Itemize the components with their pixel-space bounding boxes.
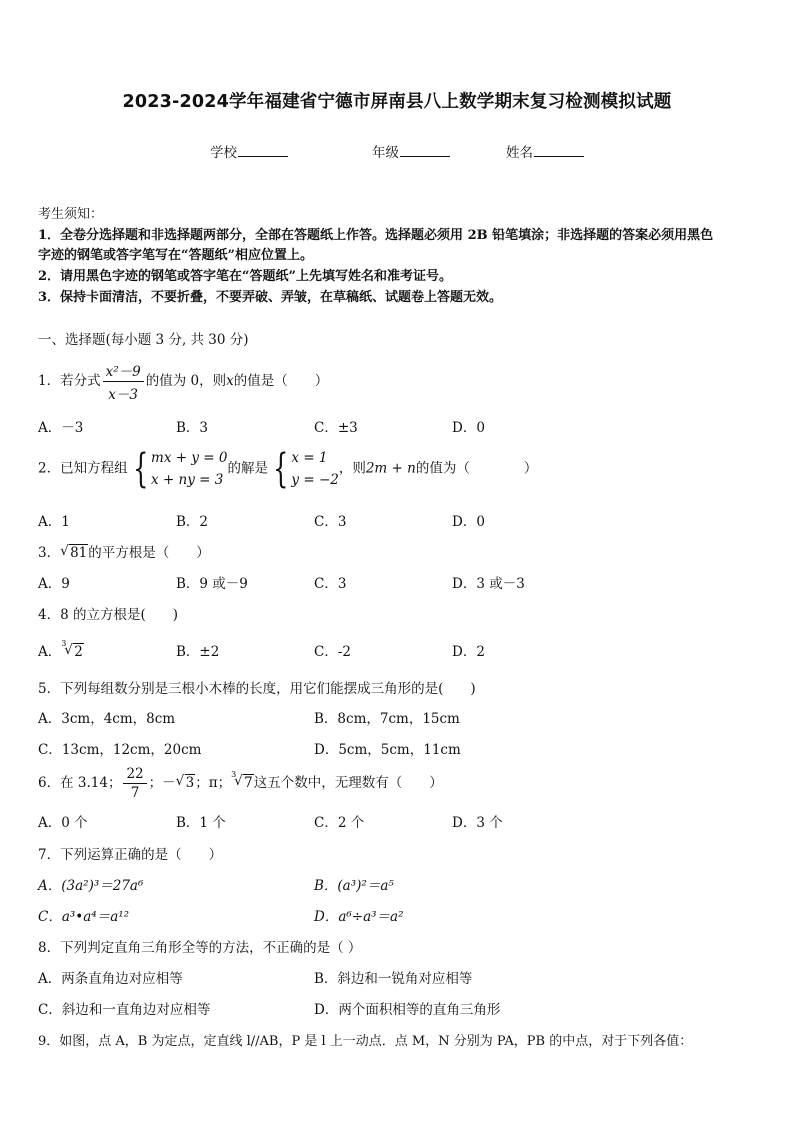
option-d: D．0: [452, 514, 485, 530]
option-b: B．1 个: [176, 815, 226, 831]
option-c: C．a³•a⁴＝a¹²: [38, 909, 130, 925]
question-5: 5．下列每组数分别是三根小木棒的长度，用它们能摆成三角形的是( ): [38, 681, 476, 697]
option-a: A．9: [38, 576, 70, 592]
option-a: A．0 个: [38, 815, 88, 831]
solution-system: { x = 1 y = −2: [273, 446, 339, 492]
option-c: C．斜边和一直角边对应相等: [38, 1002, 211, 1018]
notice-heading: 考生须知：: [38, 207, 104, 222]
option-d: D．0: [452, 420, 485, 436]
option-a: A． 3 √ 2: [38, 639, 83, 660]
question-9: 9．如图，点 A，B 为定点，定直线 l//AB，P 是 l 上一动点．点 M，N 分别为 PA，PB 的中点，对于下列各值：: [38, 1034, 693, 1049]
option-c: C．13cm，12cm，20cm: [38, 742, 202, 758]
question-4: 4．8 的立方根是( ): [38, 607, 179, 623]
option-d: D．3 或－3: [452, 576, 525, 592]
option-a: A．(3a²)³＝27a⁶: [38, 878, 144, 894]
fraction: $\frac{22}{7}$: [123, 766, 146, 801]
section-heading: 一、选择题(每小题 3 分, 共 30 分): [38, 332, 249, 348]
cube-root: 3 √ 2: [61, 639, 83, 660]
option-b: B．斜边和一锐角对应相等: [314, 971, 473, 987]
question-6: 6．在 3.14； $\frac{22}{7}$ ；－ √ 3；π； 3 √ 7这五个数中，无理数有（ ）: [38, 766, 443, 801]
option-d: D．2: [452, 644, 485, 660]
option-d: D．a⁶÷a³＝a²: [314, 909, 404, 925]
cube-root: 3 √ 7: [231, 770, 253, 791]
question-7: 7．下列运算正确的是（ ）: [38, 847, 223, 863]
question-1: 1．若分式 $\frac{\text{x²－9}}{x-3}$ 的值为 0，则x的值是（ ）: [38, 360, 328, 403]
name-blank: [534, 144, 584, 157]
grade-blank: [400, 144, 450, 157]
school-label: 学校: [210, 145, 237, 161]
option-a: A．－3: [38, 420, 84, 436]
option-c: C．3: [314, 514, 347, 530]
name-label: 姓名: [506, 145, 533, 161]
option-b: B．8cm，7cm，15cm: [314, 711, 460, 727]
square-root: √ 3: [175, 773, 195, 791]
option-b: B．(a³)²＝a⁵: [314, 878, 394, 894]
option-d: D．两个面积相等的直角三角形: [314, 1002, 501, 1018]
notice-item: 2．请用黑色字迹的钢笔或答字笔在“答题纸”上先填写姓名和准考证号。: [38, 269, 453, 284]
name-field: [506, 141, 584, 161]
grade-label: 年级: [372, 145, 399, 161]
equation-system: { mx + y = 0 x + ny = 3: [132, 446, 228, 492]
option-c: C．3: [314, 576, 347, 592]
notice-item: 1．全卷分选择题和非选择题两部分，全部在答题纸上作答。选择题必须用 2B 铅笔填涂；非选择题的答案必须用黑色: [38, 228, 714, 243]
option-c: C．±3: [314, 420, 358, 436]
option-a: A．两条直角边对应相等: [38, 971, 183, 987]
option-b: B．±2: [176, 644, 220, 660]
page-title: 2023-2024学年福建省宁德市屏南县八上数学期末复习检测模拟试题: [122, 92, 672, 112]
option-d: D．5cm，5cm，11cm: [314, 742, 461, 758]
question-2: 2．已知方程组 { mx + y = 0 x + ny = 3 的解是 { x = 1 y = −2 ，则2m + n的值为（ ）: [38, 446, 538, 492]
option-d: D．3 个: [452, 815, 503, 831]
school-blank: [238, 144, 288, 157]
option-b: B．3: [176, 420, 209, 436]
question-3: 3． √ 81的平方根是（ ）: [38, 543, 210, 561]
option-c: C．-2: [314, 644, 351, 660]
square-root: √ 81: [60, 543, 88, 561]
question-8: 8．下列判定直角三角形全等的方法，不正确的是（ ）: [38, 940, 362, 956]
option-b: B．2: [176, 514, 209, 530]
fraction: $\frac{\text{x²－9}}{x-3}$: [103, 360, 144, 403]
option-b: B．9 或－9: [176, 576, 248, 592]
option-a: A．1: [38, 514, 70, 530]
notice-item: 3．保持卡面清洁，不要折叠，不要弄破、弄皱，在草稿纸、试题卷上答题无效。: [38, 290, 503, 305]
grade-field: [372, 141, 450, 161]
option-a: A．3cm，4cm，8cm: [38, 711, 176, 727]
school-field: [210, 141, 288, 161]
option-c: C．2 个: [314, 815, 365, 831]
notice-item: 字迹的钢笔或答字笔写在“答题纸”相应位置上。: [38, 248, 313, 263]
